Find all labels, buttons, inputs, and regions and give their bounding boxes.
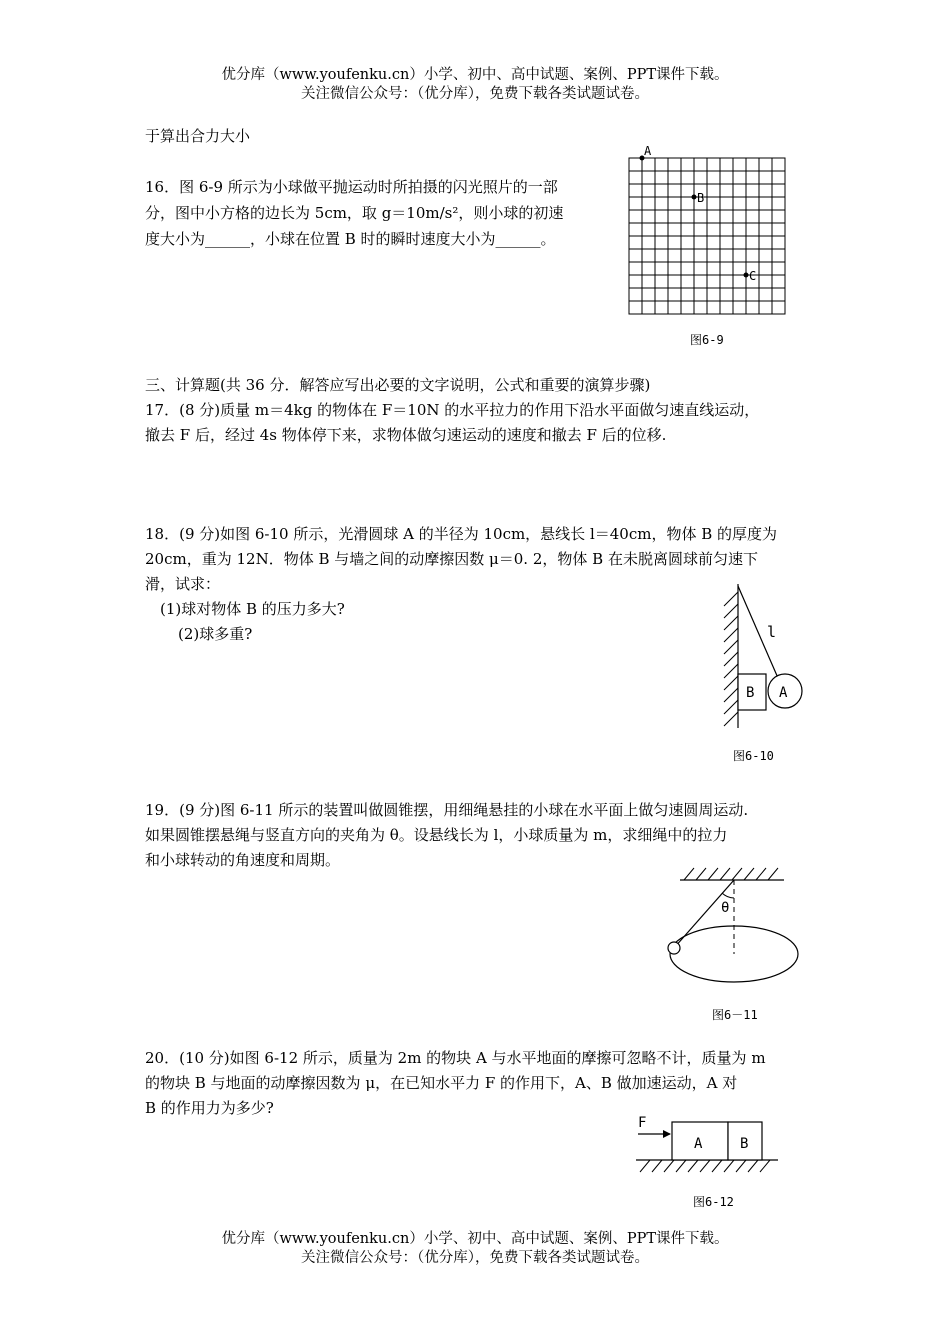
label-l: l: [767, 623, 777, 641]
q17-line-2: 撤去 F 后，经过 4s 物体停下来，求物体做匀速运动的速度和撤去 F 后的位移.: [145, 426, 667, 444]
figure-6-11-caption: 图6－11: [712, 1008, 758, 1022]
point-c-label: C: [749, 269, 757, 283]
ceiling-hatching: [684, 868, 778, 880]
q20-line-1: 20．(10 分)如图 6-12 所示，质量为 2m 的物块 A 与水平地面的摩擦可忽略不计，质量为 m: [145, 1049, 766, 1067]
q16-line-2: 分，图中小方格的边长为 5cm，取 g＝10m/s²，则小球的初速: [145, 204, 564, 222]
header-line-2: 关注微信公众号：（优分库），免费下载各类试题试卷。: [301, 86, 649, 102]
grid-lines: [629, 158, 785, 314]
figure-6-12-caption: 图6-12: [693, 1195, 734, 1209]
q19-line-1: 19．(9 分)图 6-11 所示的装置叫做圆锥摆，用细绳悬挂的小球在水平面上做匀速圆周运动.: [145, 801, 749, 819]
point-b-dot: [692, 195, 697, 200]
q20-line-3: B 的作用力为多少?: [145, 1099, 274, 1117]
label-a: A: [694, 1136, 703, 1152]
label-a: A: [779, 685, 788, 701]
label-theta: θ: [721, 900, 730, 916]
figure-6-12-diagram: [630, 1110, 790, 1180]
figure-6-10-diagram: [712, 580, 812, 732]
section-3-title: 三、计算题(共 36 分．解答应写出必要的文字说明，公式和重要的演算步骤): [145, 376, 651, 394]
q18-line-3: 滑，试求：: [145, 575, 221, 593]
wall-hatching: [724, 592, 738, 726]
q18-sub-2: (2)球多重?: [178, 625, 253, 643]
figure-6-10-caption: 图6-10: [733, 749, 774, 763]
figure-6-9-caption: 图6-9: [690, 333, 724, 347]
point-a-label: A: [644, 144, 652, 158]
intro-text: 于算出合力大小: [145, 127, 251, 145]
figure-6-9-grid: [618, 140, 798, 325]
pendulum-ball: [668, 942, 680, 954]
q16-line-3: 度大小为______，小球在位置 B 时的瞬时速度大小为______。: [145, 230, 556, 248]
figure-6-11-diagram: [660, 866, 805, 996]
point-b-label: B: [697, 191, 705, 205]
q18-line-2: 20cm，重为 12N．物体 B 与墙之间的动摩擦因数 μ＝0. 2，物体 B 在未脱离圆球前匀速下: [145, 550, 758, 568]
label-b: B: [740, 1136, 749, 1152]
force-arrow-head: [663, 1130, 671, 1138]
footer-line-1: 优分库（www.youfenku.cn）小学、初中、高中试题、案例、PPT课件下载。: [221, 1231, 729, 1247]
q20-line-2: 的物块 B 与地面的动摩擦因数为 μ，在已知水平力 F 的作用下，A、B 做加速运动，A 对: [145, 1074, 738, 1092]
label-f: F: [638, 1115, 647, 1131]
q18-line-1: 18．(9 分)如图 6-10 所示，光滑圆球 A 的半径为 10cm，悬线长 l＝40cm，物体 B 的厚度为: [145, 525, 778, 543]
q16-line-1: 16．图 6-9 所示为小球做平抛运动时所拍摄的闪光照片的一部: [145, 178, 558, 196]
point-c-dot: [744, 273, 749, 278]
ground-hatching: [640, 1160, 770, 1172]
q18-sub-1: (1)球对物体 B 的压力多大?: [160, 600, 345, 618]
angle-arc: [722, 893, 734, 898]
header-line-1: 优分库（www.youfenku.cn）小学、初中、高中试题、案例、PPT课件下载。: [221, 67, 729, 83]
label-b: B: [746, 685, 755, 701]
q19-line-3: 和小球转动的角速度和周期。: [145, 851, 341, 869]
q19-line-2: 如果圆锥摆悬绳与竖直方向的夹角为 θ。设悬线长为 l，小球质量为 m，求细绳中的拉力: [145, 826, 728, 844]
q17-line-1: 17．(8 分)质量 m＝4kg 的物体在 F＝10N 的水平拉力的作用下沿水平面做匀速直线运动，: [145, 401, 760, 419]
footer-line-2: 关注微信公众号：（优分库），免费下载各类试题试卷。: [301, 1250, 649, 1266]
